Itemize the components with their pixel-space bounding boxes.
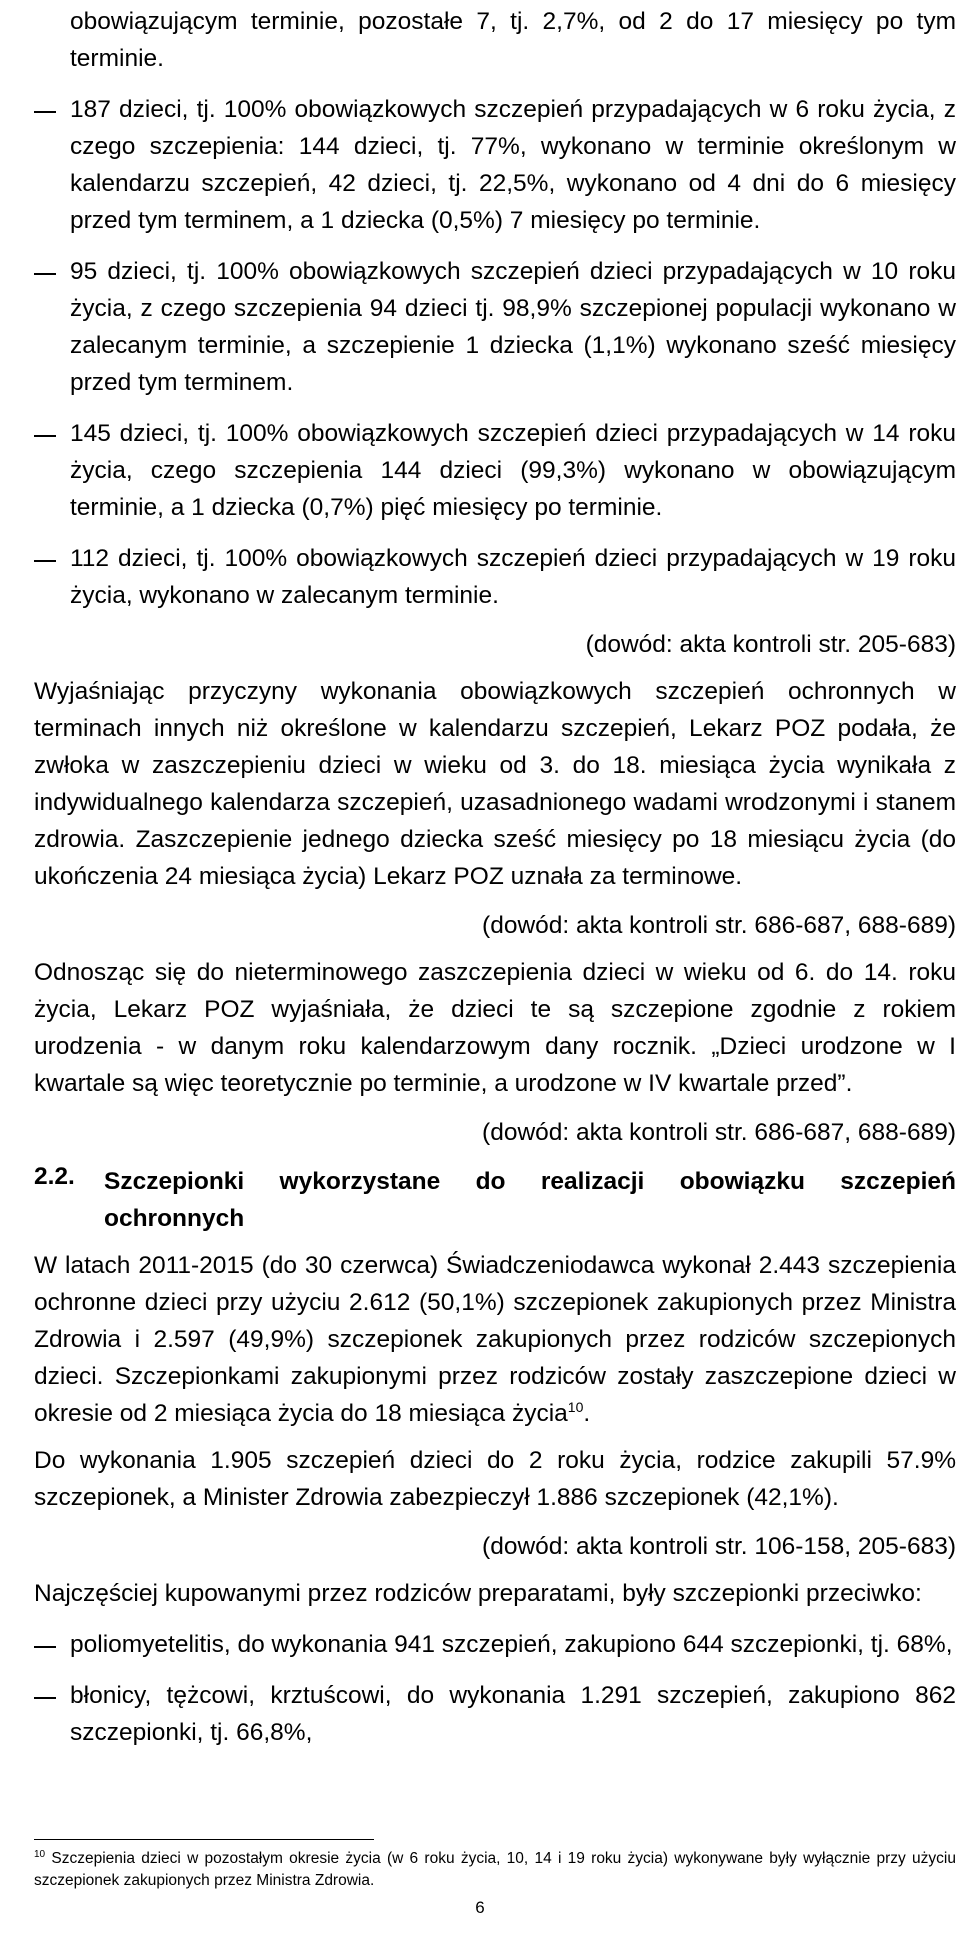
dash-bullet-icon (34, 1697, 56, 1699)
page-number: 6 (475, 1898, 485, 1917)
paragraph-text: W latach 2011-2015 (do 30 czerwca) Świadczeniodawca wykonał 2.443 szczepienia ochronne dzieci przy użyciu 2.612 (50,1%) szczepionek zakupionych przez Ministra Zdrowia i 2.597 (49,9%) szczepionek zakupionych przez rodziców szczepionych dzieci. Szczepionkami zakupionymi przez rodziców zostały zaszczepione dzieci w okresie od 2 miesiąca życia do 18 miesiąca życia (34, 1252, 956, 1427)
evidence-citation: (dowód: akta kontroli str. 686-687, 688-689) (482, 912, 956, 939)
paragraph: Do wykonania 1.905 szczepień dzieci do 2 roku życia, rodzice zakupili 57.9% szczepionek, a Minister Zdrowia zabezpieczył 1.886 szczepionek (42,1%). (34, 1447, 956, 1511)
continuation-text: obowiązującym terminie, pozostałe 7, tj. 2,7%, od 2 do 17 miesięcy po tym terminie. (70, 8, 956, 72)
bullet-item (34, 1677, 956, 1751)
bullet-text: 112 dzieci, tj. 100% obowiązkowych szczepień dzieci przypadających w 19 roku życia, wykonano w zalecanym terminie. (70, 545, 956, 609)
footnote-reference[interactable]: 10 (567, 1398, 584, 1415)
dash-bullet-icon (34, 435, 56, 437)
evidence-citation: (dowód: akta kontroli str. 106-158, 205-683) (482, 1533, 956, 1560)
evidence-citation: (dowód: akta kontroli str. 686-687, 688-689) (482, 1119, 956, 1146)
bullet-item (34, 253, 956, 401)
bullet-text: poliomyetelitis, do wykonania 941 szczepień, zakupiono 644 szczepionki, tj. 68%, (70, 1631, 953, 1658)
footnote-text: Szczepienia dzieci w pozostałym okresie życia (w 6 roku życia, 10, 14 i 19 roku życia) wykonywane były wyłącznie przy użyciu szczepionek zakupionych przez Ministra Zdrowia. (34, 1850, 956, 1889)
footnote-number: 10 (34, 1848, 46, 1860)
section-number: 2.2. (34, 1163, 75, 1190)
footnote-separator (34, 1839, 374, 1840)
section-title: Szczepionki wykorzystane do realizacji obowiązku szczepień ochronnych (104, 1168, 956, 1232)
bullet-item (34, 540, 956, 614)
footnote (34, 1848, 956, 1892)
paragraph (34, 1247, 956, 1432)
dash-bullet-icon (34, 560, 56, 562)
document-body (34, 0, 956, 1751)
paragraph-end: . (583, 1400, 591, 1427)
dash-bullet-icon (34, 1646, 56, 1648)
bullet-item (34, 91, 956, 239)
dash-bullet-icon (34, 273, 56, 275)
bullet-item (34, 415, 956, 526)
bullet-text: 145 dzieci, tj. 100% obowiązkowych szczepień dzieci przypadających w 14 roku życia, czego szczepienia 144 dzieci (99,3%) wykonano w obowiązującym terminie, a 1 dziecka (0,7%) pięć miesięcy po terminie. (70, 420, 956, 521)
paragraph: Odnosząc się do nieterminowego zaszczepienia dzieci w wieku od 6. do 14. roku życia, Lekarz POZ wyjaśniała, że dzieci te są szczepione zgodnie z rokiem urodzenia - w danym roku kalendarzowym dany rocznik. „Dzieci urodzone w I kwartale są więc teoretycznie po terminie, a urodzone w IV kwartale przed”. (34, 959, 956, 1097)
evidence-citation: (dowód: akta kontroli str. 205-683) (585, 631, 956, 658)
section-heading (34, 1163, 956, 1237)
paragraph: Najczęściej kupowanymi przez rodziców preparatami, były szczepionki przeciwko: (34, 1580, 922, 1607)
bullet-item (34, 1626, 956, 1663)
dash-bullet-icon (34, 111, 56, 113)
bullet-text: błonicy, tężcowi, krztuścowi, do wykonania 1.291 szczepień, zakupiono 862 szczepionki, tj. 66,8%, (70, 1682, 956, 1746)
bullet-text: 95 dzieci, tj. 100% obowiązkowych szczepień dzieci przypadających w 10 roku życia, z czego szczepienia 94 dzieci tj. 98,9% szczepionej populacji wykonano w zalecanym terminie, a szczepienie 1 dziecka (1,1%) wykonano sześć miesięcy przed tym terminem. (70, 258, 956, 396)
paragraph: Wyjaśniając przyczyny wykonania obowiązkowych szczepień ochronnych w terminach innych niż określone w kalendarzu szczepień, Lekarz POZ podała, że zwłoka w zaszczepieniu dzieci w wieku od 3. do 18. miesiąca życia wynikała z indywidualnego kalendarza szczepień, uzasadnionego wadami wrodzonymi i stanem zdrowia. Zaszczepienie jednego dziecka sześć miesięcy po 18 miesiącu życia (do ukończenia 24 miesiąca życia) Lekarz POZ uznała za terminowe. (34, 678, 956, 890)
bullet-text: 187 dzieci, tj. 100% obowiązkowych szczepień przypadających w 6 roku życia, z czego szczepienia: 144 dzieci, tj. 77%, wykonano w terminie określonym w kalendarzu szczepień, 42 dzieci, tj. 22,5%, wykonano od 4 dni do 6 miesięcy przed tym terminem, a 1 dziecka (0,5%) 7 miesięcy po terminie. (70, 96, 956, 234)
